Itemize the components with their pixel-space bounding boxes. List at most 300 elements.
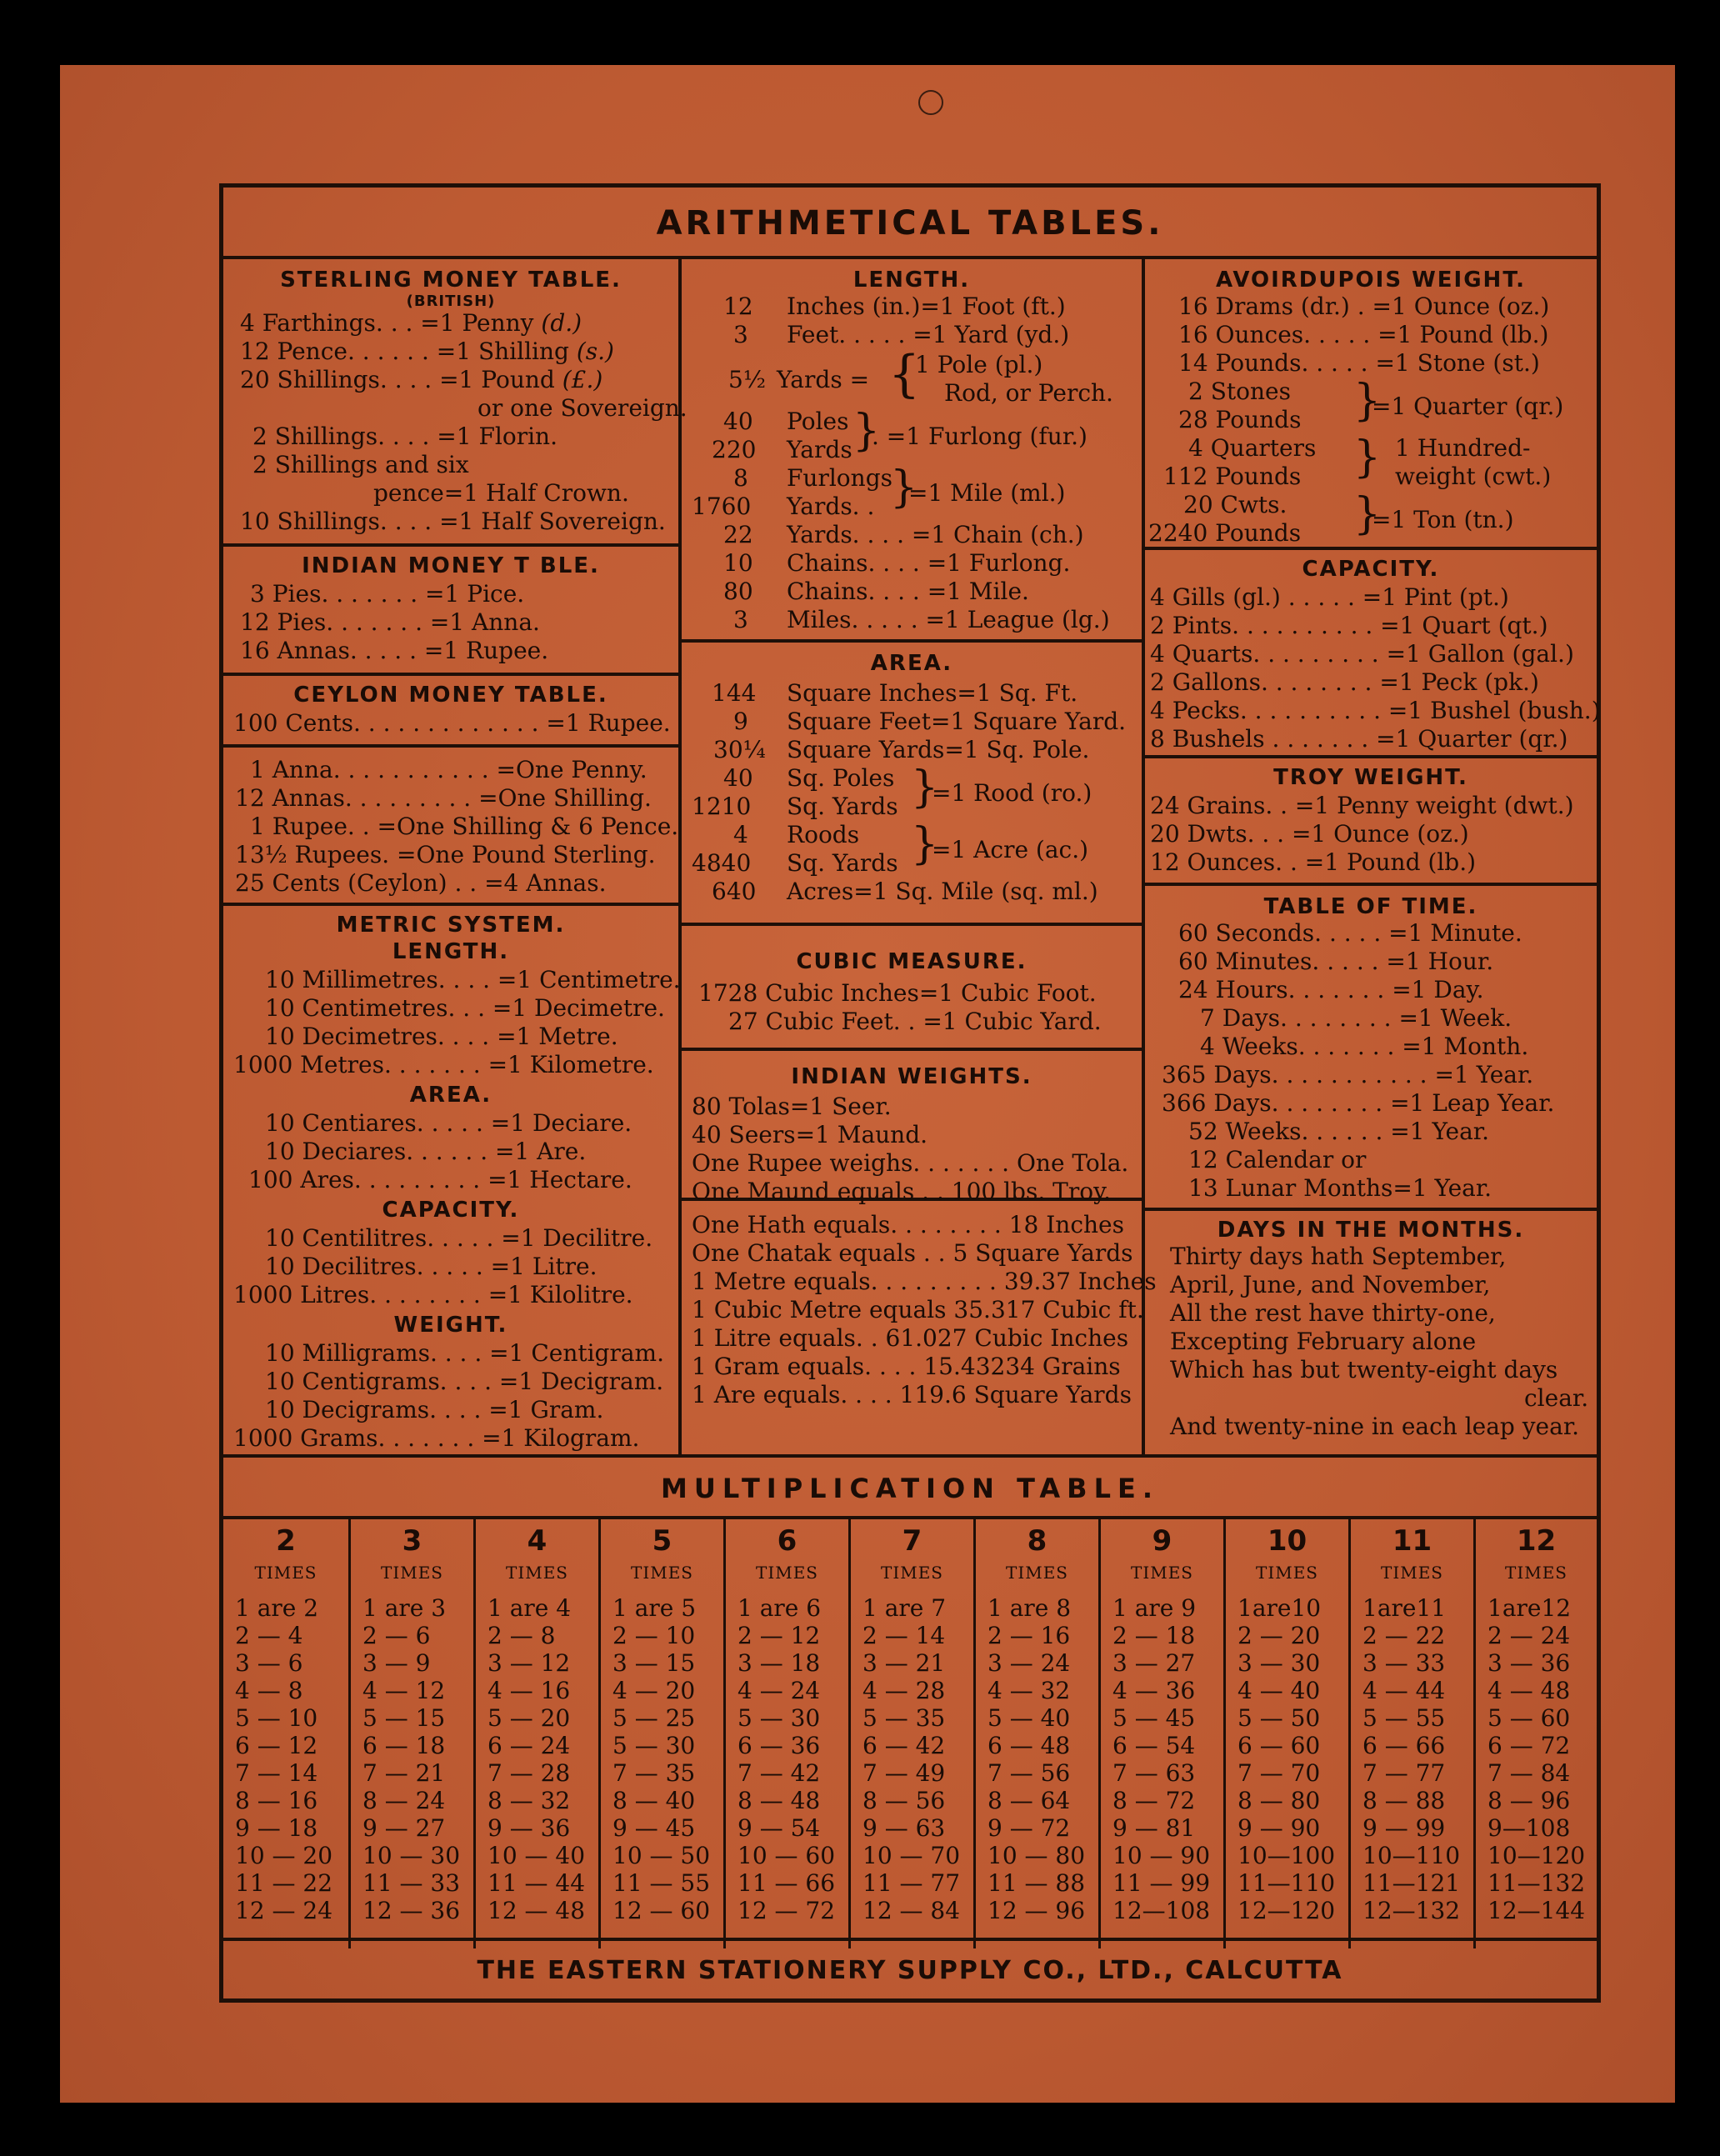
metric-row: 10 Centimetres. . . =1 Decimetre.: [265, 994, 665, 1022]
area-text: Square Inches=1 Sq. Ft.: [787, 679, 1078, 707]
times-column-2: [223, 1519, 348, 1948]
times-row: 8 — 56: [862, 1787, 946, 1814]
length-num: 12: [723, 293, 753, 320]
avoirdupois-row: 4 Quarters: [1188, 434, 1317, 462]
indian-weights-panel: [682, 1051, 1145, 1205]
capacity-row: 8 Bushels . . . . . . . =1 Quarter (qr.): [1150, 725, 1568, 753]
times-number: 2: [276, 1524, 296, 1558]
times-row: 11—110: [1238, 1869, 1336, 1897]
times-row: 11—121: [1362, 1869, 1461, 1897]
months-row: Which has but twenty-eight days: [1170, 1356, 1558, 1383]
indian-weights-row: 80 Tolas=1 Seer.: [692, 1093, 892, 1120]
times-row: 4 — 44: [1362, 1677, 1446, 1704]
equivalent-row: 1 Rupee. . =One Shilling & 6 Pence.: [250, 813, 679, 840]
times-row: 12 — 24: [235, 1897, 333, 1924]
times-row: 7 — 49: [862, 1759, 946, 1787]
times-row: 10 — 90: [1112, 1842, 1211, 1869]
times-row: 11 — 88: [988, 1869, 1086, 1897]
times-row: 8 — 24: [362, 1787, 446, 1814]
times-row: 2 — 22: [1362, 1622, 1446, 1649]
time-row: 365 Days. . . . . . . . . . . =1 Year.: [1162, 1061, 1534, 1088]
times-row: 4 — 24: [738, 1677, 821, 1704]
times-row: 2 — 16: [988, 1622, 1071, 1649]
times-column-10: [1223, 1519, 1348, 1948]
multiplication-title: MULTIPLICATION TABLE.: [661, 1473, 1159, 1504]
times-row: 4 — 12: [362, 1677, 446, 1704]
length-num: 10: [723, 549, 753, 577]
brace-icon: {: [888, 345, 921, 403]
times-row: 8 — 96: [1488, 1787, 1571, 1814]
times-row: 1 are 7: [862, 1594, 947, 1622]
metric-row: 1000 Litres. . . . . . . . =1 Kilolitre.: [233, 1281, 633, 1308]
times-row: 12 — 96: [988, 1897, 1086, 1924]
times-row: 6 — 42: [862, 1732, 946, 1759]
times-row: 8 — 16: [235, 1787, 318, 1814]
sterling-row: 4 Farthings. . . =1 Penny (d.): [240, 309, 582, 337]
area-text: Sq. Yards: [787, 849, 898, 877]
conversion-row: 1 Metre equals. . . . . . . . . 39.37 Inches: [692, 1268, 1157, 1295]
conversion-row: One Hath equals. . . . . . . . 18 Inches: [692, 1211, 1124, 1238]
times-row: 9 — 36: [488, 1814, 571, 1842]
times-row: 10 — 80: [988, 1842, 1086, 1869]
times-label: TIMES: [1005, 1563, 1069, 1583]
area-num: 4840: [692, 849, 752, 877]
times-row: 3 — 21: [862, 1649, 946, 1677]
times-row: 10 — 30: [362, 1842, 461, 1869]
metric-row: 10 Centiares. . . . . =1 Deciare.: [265, 1109, 632, 1137]
times-row: 4 — 36: [1112, 1677, 1196, 1704]
indian-money-row: 12 Pies. . . . . . . =1 Anna.: [240, 608, 540, 636]
capacity-row: 4 Pecks. . . . . . . . . . =1 Bushel (bush.): [1150, 697, 1601, 724]
times-row: 11 — 55: [612, 1869, 711, 1897]
times-row: 1are12: [1488, 1594, 1572, 1622]
times-number: 6: [777, 1524, 798, 1558]
time-row: 366 Days. . . . . . . . =1 Leap Year.: [1162, 1089, 1555, 1117]
times-row: 2 — 14: [862, 1622, 946, 1649]
time-row: 60 Seconds. . . . . =1 Minute.: [1178, 919, 1522, 947]
times-row: 5 — 55: [1362, 1704, 1446, 1732]
length-num: 40: [723, 408, 753, 435]
times-number: 4: [527, 1524, 548, 1558]
times-column-12: [1473, 1519, 1597, 1948]
troy-row: 20 Dwts. . . =1 Ounce (oz.): [1150, 820, 1469, 848]
length-text: =1 Mile (ml.): [908, 479, 1066, 507]
area-text: Square Feet=1 Square Yard.: [787, 708, 1127, 735]
times-row: 8 — 88: [1362, 1787, 1446, 1814]
length-text: Yards. .: [787, 493, 875, 520]
length-num: 8: [733, 464, 748, 492]
times-row: 12 — 60: [612, 1897, 711, 1924]
times-label: TIMES: [1380, 1563, 1444, 1583]
area-text: Sq. Poles: [787, 764, 895, 792]
times-row: 10 — 50: [612, 1842, 711, 1869]
times-row: 1 are 4: [488, 1594, 572, 1622]
length-text: Feet. . . . . =1 Yard (yd.): [787, 321, 1070, 348]
brace-icon: }: [1353, 489, 1382, 539]
sterling-subtitle: (BRITISH): [406, 293, 496, 310]
months-title: DAYS IN THE MONTHS.: [1217, 1218, 1525, 1243]
time-row: 13 Lunar Months=1 Year.: [1188, 1174, 1492, 1202]
time-row: 52 Weeks. . . . . . =1 Year.: [1188, 1118, 1490, 1145]
times-label: TIMES: [755, 1563, 819, 1583]
brace-icon: }: [890, 463, 918, 513]
times-row: 10 — 60: [738, 1842, 836, 1869]
length-text: Chains. . . . =1 Furlong.: [787, 549, 1071, 577]
length-text: Poles: [787, 408, 849, 435]
times-column-5: [598, 1519, 723, 1948]
capacity-row: 4 Gills (gl.) . . . . . =1 Pint (pt.): [1150, 583, 1509, 611]
times-row: 4 — 48: [1488, 1677, 1571, 1704]
avoirdupois-title: AVOIRDUPOIS WEIGHT.: [1215, 268, 1526, 293]
capacity-title: CAPACITY.: [1302, 557, 1440, 582]
metric-row: 10 Decigrams. . . . =1 Gram.: [265, 1396, 604, 1423]
times-row: 9 — 72: [988, 1814, 1071, 1842]
sterling-row: 2 Shillings and six: [252, 451, 469, 478]
times-row: 8 — 72: [1112, 1787, 1196, 1814]
time-row: 12 Calendar or: [1188, 1146, 1367, 1173]
months-row: And twenty-nine in each leap year.: [1170, 1413, 1580, 1440]
times-row: 9 — 18: [235, 1814, 318, 1842]
capacity-row: 2 Pints. . . . . . . . . . =1 Quart (qt.): [1150, 612, 1548, 639]
times-row: 12—144: [1488, 1897, 1586, 1924]
times-row: 4 — 20: [612, 1677, 696, 1704]
avoirdupois-row: =1 Ton (tn.): [1372, 506, 1514, 533]
times-row: 5 — 45: [1112, 1704, 1196, 1732]
times-row: 7 — 35: [612, 1759, 696, 1787]
sterling-row: or one Sovereign.: [478, 394, 688, 422]
times-row: 7 — 42: [738, 1759, 821, 1787]
times-row: 10 — 20: [235, 1842, 333, 1869]
equivalent-row: 12 Annas. . . . . . . . . =One Shilling.: [235, 784, 652, 812]
time-row: 7 Days. . . . . . . . =1 Week.: [1200, 1004, 1512, 1032]
times-row: 3 — 33: [1362, 1649, 1446, 1677]
times-column-4: [473, 1519, 598, 1948]
times-row: 8 — 40: [612, 1787, 696, 1814]
times-row: 2 — 18: [1112, 1622, 1196, 1649]
indian-money-row: 3 Pies. . . . . . . =1 Pice.: [250, 580, 525, 608]
metric-length-title: LENGTH.: [392, 939, 510, 964]
cubic-row: 27 Cubic Feet. . =1 Cubic Yard.: [728, 1008, 1102, 1035]
times-row: 1 are 3: [362, 1594, 447, 1622]
metric-title: METRIC SYSTEM.: [336, 913, 566, 938]
sterling-row: 10 Shillings. . . . =1 Half Sovereign.: [240, 508, 666, 535]
times-number: 11: [1392, 1524, 1432, 1558]
times-row: 6 — 60: [1238, 1732, 1321, 1759]
times-column-3: [348, 1519, 473, 1948]
months-row: All the rest have thirty-one,: [1170, 1299, 1496, 1327]
length-num: 1760: [692, 493, 752, 520]
times-row: 10 — 70: [862, 1842, 961, 1869]
times-row: 9 — 45: [612, 1814, 696, 1842]
times-row: 2 — 24: [1488, 1622, 1571, 1649]
area-num: 40: [723, 764, 753, 792]
capacity-row: 2 Gallons. . . . . . . . =1 Peck (pk.): [1150, 668, 1539, 696]
times-row: 12 — 84: [862, 1897, 961, 1924]
brace-icon: }: [1353, 376, 1382, 426]
cubic-row: 1728 Cubic Inches=1 Cubic Foot.: [698, 979, 1097, 1007]
times-row: 3 — 18: [738, 1649, 821, 1677]
times-row: 5 — 60: [1488, 1704, 1571, 1732]
cubic-title: CUBIC MEASURE.: [796, 949, 1028, 974]
length-num: 3: [733, 321, 748, 348]
avoirdupois-row: 2 Stones: [1188, 378, 1291, 405]
footer-bar: [223, 1938, 1597, 1998]
main-title-bar: [223, 188, 1597, 259]
times-row: 1 are 2: [235, 1594, 319, 1622]
times-row: 6 — 66: [1362, 1732, 1446, 1759]
length-num: 5½: [728, 366, 766, 393]
times-row: 7 — 77: [1362, 1759, 1446, 1787]
times-row: 6 — 48: [988, 1732, 1071, 1759]
length-text: Inches (in.)=1 Foot (ft.): [787, 293, 1066, 320]
times-label: TIMES: [380, 1563, 444, 1583]
area-panel: [682, 643, 1145, 926]
times-column-9: [1098, 1519, 1223, 1948]
times-row: 1 are 9: [1112, 1594, 1197, 1622]
times-row: 10 — 40: [488, 1842, 586, 1869]
times-row: 3 — 30: [1238, 1649, 1321, 1677]
times-row: 3 — 6: [235, 1649, 303, 1677]
metric-row: 1000 Metres. . . . . . . =1 Kilometre.: [233, 1051, 654, 1078]
times-row: 6 — 36: [738, 1732, 821, 1759]
length-text: Yards: [787, 436, 852, 463]
sterling-row: pence=1 Half Crown.: [373, 479, 629, 507]
times-column-7: [848, 1519, 973, 1948]
times-row: 2 — 20: [1238, 1622, 1321, 1649]
times-row: 9 — 54: [738, 1814, 821, 1842]
length-text: Rod, or Perch.: [944, 379, 1113, 407]
indian-weights-row: One Maund equals . . 100 lbs. Troy.: [692, 1178, 1112, 1205]
times-row: 5 — 40: [988, 1704, 1071, 1732]
sterling-row: 2 Shillings. . . . =1 Florin.: [252, 423, 558, 450]
times-row: 7 — 28: [488, 1759, 571, 1787]
money-equivalents-panel: [223, 748, 682, 906]
length-title: LENGTH.: [852, 268, 971, 293]
times-row: 9—108: [1488, 1814, 1571, 1842]
times-number: 5: [652, 1524, 672, 1558]
length-num: 220: [712, 436, 757, 463]
avoirdupois-row: 14 Pounds. . . . . =1 Stone (st.): [1178, 349, 1540, 377]
troy-row: 24 Grains. . =1 Penny weight (dwt.): [1150, 792, 1574, 819]
area-num: 4: [733, 821, 748, 848]
ceylon-title: CEYLON MONEY TABLE.: [293, 683, 608, 708]
sterling-row: 12 Pence. . . . . . =1 Shilling (s.): [240, 338, 614, 365]
times-number: 8: [1027, 1524, 1048, 1558]
length-num: 3: [733, 606, 748, 633]
length-text: 1 Pole (pl.): [915, 351, 1043, 378]
times-row: 5 — 20: [488, 1704, 571, 1732]
conversion-row: 1 Litre equals. . 61.027 Cubic Inches: [692, 1324, 1129, 1352]
times-row: 5 — 50: [1238, 1704, 1321, 1732]
metric-row: 100 Ares. . . . . . . . . =1 Hectare.: [248, 1166, 632, 1193]
times-row: 12—120: [1238, 1897, 1336, 1924]
indian-weights-row: 40 Seers=1 Maund.: [692, 1121, 928, 1148]
times-row: 3 — 36: [1488, 1649, 1571, 1677]
conversion-row: 1 Cubic Metre equals 35.317 Cubic ft.: [692, 1296, 1144, 1323]
area-text: Acres=1 Sq. Mile (sq. ml.): [787, 878, 1098, 905]
metric-weight-title: WEIGHT.: [393, 1313, 508, 1338]
times-row: 4 — 8: [235, 1677, 303, 1704]
months-row: Excepting February alone: [1170, 1328, 1477, 1355]
multiplication-grid: [223, 1519, 1597, 1953]
avoirdupois-row: 16 Drams (dr.) . =1 Ounce (oz.): [1178, 293, 1550, 320]
time-row: 60 Minutes. . . . . =1 Hour.: [1178, 948, 1494, 975]
times-row: 11—132: [1488, 1869, 1586, 1897]
times-number: 3: [402, 1524, 422, 1558]
times-row: 11 — 33: [362, 1869, 461, 1897]
time-row: 4 Weeks. . . . . . . =1 Month.: [1200, 1033, 1529, 1060]
times-row: 6 — 18: [362, 1732, 446, 1759]
times-row: 4 — 16: [488, 1677, 571, 1704]
brace-icon: }: [911, 819, 939, 869]
length-panel: [682, 259, 1145, 643]
area-num: 9: [733, 708, 748, 735]
length-text: Furlongs: [787, 464, 892, 492]
times-row: 6 — 72: [1488, 1732, 1571, 1759]
times-row: 12—108: [1112, 1897, 1211, 1924]
times-label: TIMES: [880, 1563, 944, 1583]
area-num: 640: [712, 878, 757, 905]
times-row: 7 — 56: [988, 1759, 1071, 1787]
times-row: 2 — 8: [488, 1622, 556, 1649]
times-row: 4 — 28: [862, 1677, 946, 1704]
times-row: 3 — 12: [488, 1649, 571, 1677]
times-label: TIMES: [505, 1563, 569, 1583]
times-row: 5 — 35: [862, 1704, 946, 1732]
times-row: 2 — 4: [235, 1622, 303, 1649]
times-number: 7: [902, 1524, 922, 1558]
times-row: 12—132: [1362, 1897, 1461, 1924]
area-num: 1210: [692, 793, 752, 820]
time-title: TABLE OF TIME.: [1263, 894, 1478, 919]
area-title: AREA.: [870, 651, 953, 676]
times-row: 9 — 81: [1112, 1814, 1196, 1842]
troy-weight-panel: [1145, 758, 1597, 886]
times-row: 6 — 54: [1112, 1732, 1196, 1759]
conversion-row: One Chatak equals . . 5 Square Yards: [692, 1239, 1133, 1267]
times-row: 12 — 72: [738, 1897, 836, 1924]
avoirdupois-row: weight (cwt.): [1395, 463, 1552, 490]
avoirdupois-row: 16 Ounces. . . . . =1 Pound (lb.): [1178, 321, 1549, 348]
punch-hole-mark: [918, 90, 943, 115]
times-row: 12 — 48: [488, 1897, 586, 1924]
times-row: 11 — 22: [235, 1869, 333, 1897]
length-text: Miles. . . . . =1 League (lg.): [787, 606, 1110, 633]
indian-weights-title: INDIAN WEIGHTS.: [791, 1064, 1032, 1089]
times-row: 1 are 5: [612, 1594, 697, 1622]
brace-icon: }: [1353, 433, 1382, 483]
times-row: 2 — 12: [738, 1622, 821, 1649]
avoirdupois-row: =1 Quarter (qr.): [1372, 393, 1564, 420]
times-row: 9 — 99: [1362, 1814, 1446, 1842]
times-row: 8 — 64: [988, 1787, 1071, 1814]
length-text: Yards =: [777, 366, 870, 393]
times-row: 11 — 66: [738, 1869, 836, 1897]
area-text: Square Yards=1 Sq. Pole.: [787, 736, 1090, 763]
capacity-row: 4 Quarts. . . . . . . . . =1 Gallon (gal.): [1150, 640, 1574, 668]
times-row: 8 — 80: [1238, 1787, 1321, 1814]
area-text: =1 Acre (ac.): [932, 836, 1089, 863]
area-text: Sq. Yards: [787, 793, 898, 820]
times-row: 7 — 21: [362, 1759, 446, 1787]
brace-icon: }: [911, 763, 939, 813]
avoirdupois-panel: [1145, 259, 1597, 550]
multiplication-title-bar: [223, 1454, 1597, 1519]
length-num: 80: [723, 578, 753, 605]
times-row: 11 — 77: [862, 1869, 961, 1897]
times-column-6: [723, 1519, 848, 1948]
times-row: 9 — 63: [862, 1814, 946, 1842]
times-label: TIMES: [254, 1563, 318, 1583]
indian-money-row: 16 Annas. . . . . =1 Rupee.: [240, 637, 549, 664]
times-row: 5 — 30: [738, 1704, 821, 1732]
times-number: 10: [1267, 1524, 1308, 1558]
indian-weights-row: One Rupee weighs. . . . . . . One Tola.: [692, 1149, 1129, 1177]
months-row: April, June, and November,: [1170, 1271, 1491, 1298]
metric-row: 10 Decimetres. . . . =1 Metre.: [265, 1023, 618, 1050]
ceylon-row: 100 Cents. . . . . . . . . . . . . =1 Rupee.: [233, 709, 671, 737]
times-row: 3 — 24: [988, 1649, 1071, 1677]
times-row: 11 — 44: [488, 1869, 586, 1897]
times-row: 1 are 8: [988, 1594, 1072, 1622]
troy-row: 12 Ounces. . =1 Pound (lb.): [1150, 848, 1477, 876]
times-row: 4 — 32: [988, 1677, 1071, 1704]
months-row: clear.: [1524, 1384, 1589, 1412]
avoirdupois-row: 112 Pounds: [1163, 463, 1302, 490]
metric-row: 10 Deciares. . . . . . =1 Are.: [265, 1138, 587, 1165]
troy-title: TROY WEIGHT.: [1273, 765, 1468, 790]
page-title: ARITHMETICAL TABLES.: [656, 204, 1164, 243]
time-row: 24 Hours. . . . . . . =1 Day.: [1178, 976, 1484, 1003]
times-column-8: [973, 1519, 1098, 1948]
times-row: 6 — 12: [235, 1732, 318, 1759]
sterling-money-panel: [223, 259, 688, 547]
times-row: 11 — 99: [1112, 1869, 1211, 1897]
metric-area-title: AREA.: [409, 1083, 492, 1108]
months-row: Thirty days hath September,: [1170, 1243, 1507, 1270]
time-panel: [1145, 886, 1597, 1211]
equivalent-row: 13½ Rupees. =One Pound Sterling.: [235, 841, 656, 868]
times-row: 2 — 10: [612, 1622, 696, 1649]
times-number: 12: [1516, 1524, 1557, 1558]
times-row: 1are11: [1362, 1594, 1447, 1622]
equivalent-row: 1 Anna. . . . . . . . . . . =One Penny.: [250, 756, 648, 783]
times-row: 3 — 15: [612, 1649, 696, 1677]
times-label: TIMES: [630, 1563, 694, 1583]
times-row: 6 — 24: [488, 1732, 571, 1759]
conversion-row: 1 Gram equals. . . . 15.43234 Grains: [692, 1353, 1121, 1380]
times-row: 10—120: [1488, 1842, 1586, 1869]
times-row: 5 — 25: [612, 1704, 696, 1732]
times-row: 1 are 6: [738, 1594, 822, 1622]
area-num: 144: [712, 679, 757, 707]
times-column-11: [1348, 1519, 1473, 1948]
times-row: 3 — 9: [362, 1649, 431, 1677]
times-row: 3 — 27: [1112, 1649, 1196, 1677]
times-row: 9 — 27: [362, 1814, 446, 1842]
times-row: 4 — 40: [1238, 1677, 1321, 1704]
brace-icon: }: [852, 406, 881, 456]
times-row: 10—110: [1362, 1842, 1461, 1869]
length-text: . =1 Furlong (fur.): [872, 423, 1088, 450]
area-num: 30¼: [713, 736, 766, 763]
ceylon-money-panel: [223, 676, 682, 748]
publisher-footer: THE EASTERN STATIONERY SUPPLY CO., LTD., CALCUTTA: [477, 1956, 1343, 1985]
sterling-row: 20 Shillings. . . . =1 Pound (£.): [240, 366, 603, 393]
times-number: 9: [1152, 1524, 1172, 1558]
times-row: 2 — 6: [362, 1622, 431, 1649]
days-in-months-panel: [1145, 1211, 1597, 1454]
